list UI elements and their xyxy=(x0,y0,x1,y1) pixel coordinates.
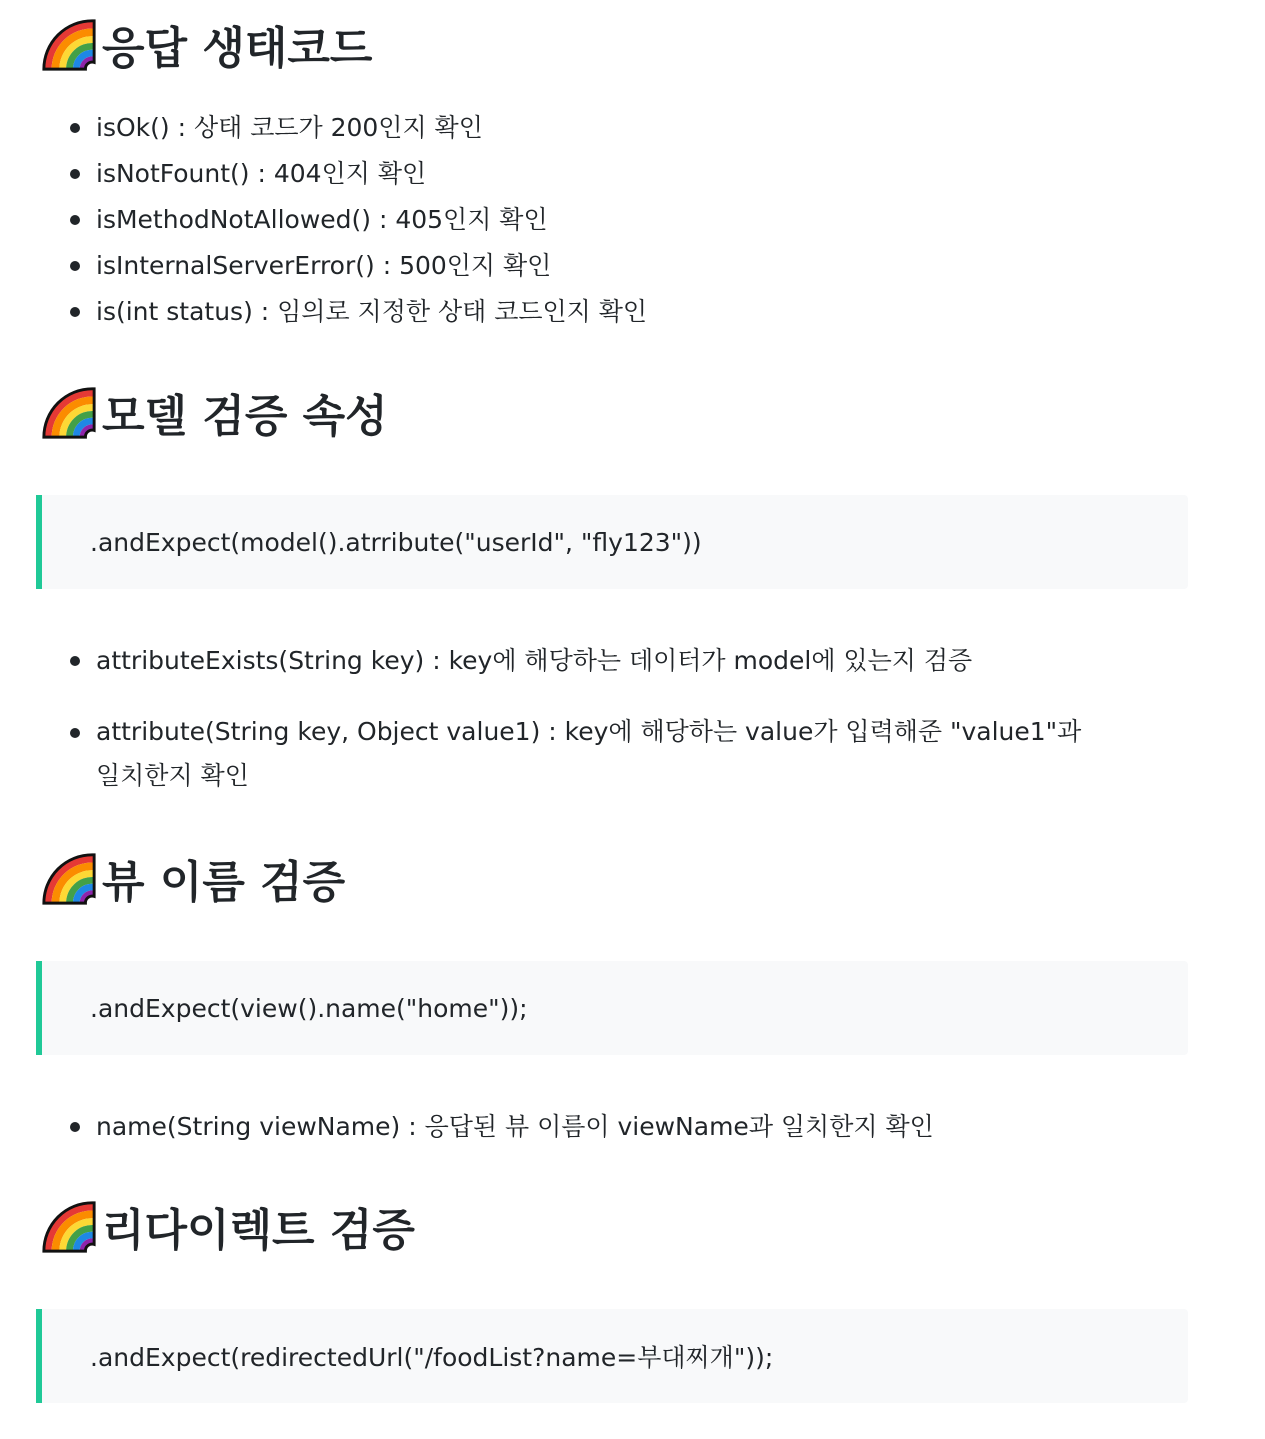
section-title: 리다이렉트 검증 xyxy=(102,1205,415,1256)
model-method-list xyxy=(0,638,1140,824)
list-item: is(int status) : 임의로 지정한 상태 코드인지 확인 xyxy=(0,289,1140,335)
list-item: name(String viewName) : 응답된 뷰 이름이 viewName과 일치한지 확인 xyxy=(0,1104,1140,1150)
list-item: attribute(String key, Object value1) : key에 해당하는 value가 입력해준 "value1"과 일치한지 확인 xyxy=(0,710,1096,798)
status-code-list xyxy=(0,105,1140,335)
section-title: 응답 생태코드 xyxy=(102,23,373,74)
rainbow-icon xyxy=(40,384,98,440)
code-blockquote xyxy=(36,961,1188,1055)
rainbow-icon xyxy=(40,1198,98,1254)
code-blockquote xyxy=(36,1309,1188,1403)
view-method-list xyxy=(0,1104,1140,1150)
code-text: .andExpect(redirectedUrl("/foodList?name=부대찌개")); xyxy=(90,1343,774,1372)
list-item: isNotFount() : 404인지 확인 xyxy=(0,151,1140,197)
section-heading-status-code xyxy=(40,14,372,74)
code-blockquote xyxy=(36,495,1188,589)
list-item: isOk() : 상태 코드가 200인지 확인 xyxy=(0,105,1140,151)
rainbow-icon xyxy=(40,850,98,906)
list-item: isInternalServerError() : 500인지 확인 xyxy=(0,243,1140,289)
code-text: .andExpect(view().name("home")); xyxy=(90,993,528,1023)
rainbow-icon xyxy=(40,16,98,72)
section-title: 모델 검증 속성 xyxy=(102,391,388,442)
section-title: 뷰 이름 검증 xyxy=(102,857,346,908)
section-heading-view-name xyxy=(40,848,345,908)
list-item: attributeExists(String key) : key에 해당하는 데이터가 model에 있는지 검증 xyxy=(0,638,1140,684)
section-heading-redirect xyxy=(40,1196,415,1256)
list-item: isMethodNotAllowed() : 405인지 확인 xyxy=(0,197,1140,243)
code-text: .andExpect(model().atrribute("userId", "fly123")) xyxy=(90,527,702,557)
section-heading-model xyxy=(40,382,388,442)
